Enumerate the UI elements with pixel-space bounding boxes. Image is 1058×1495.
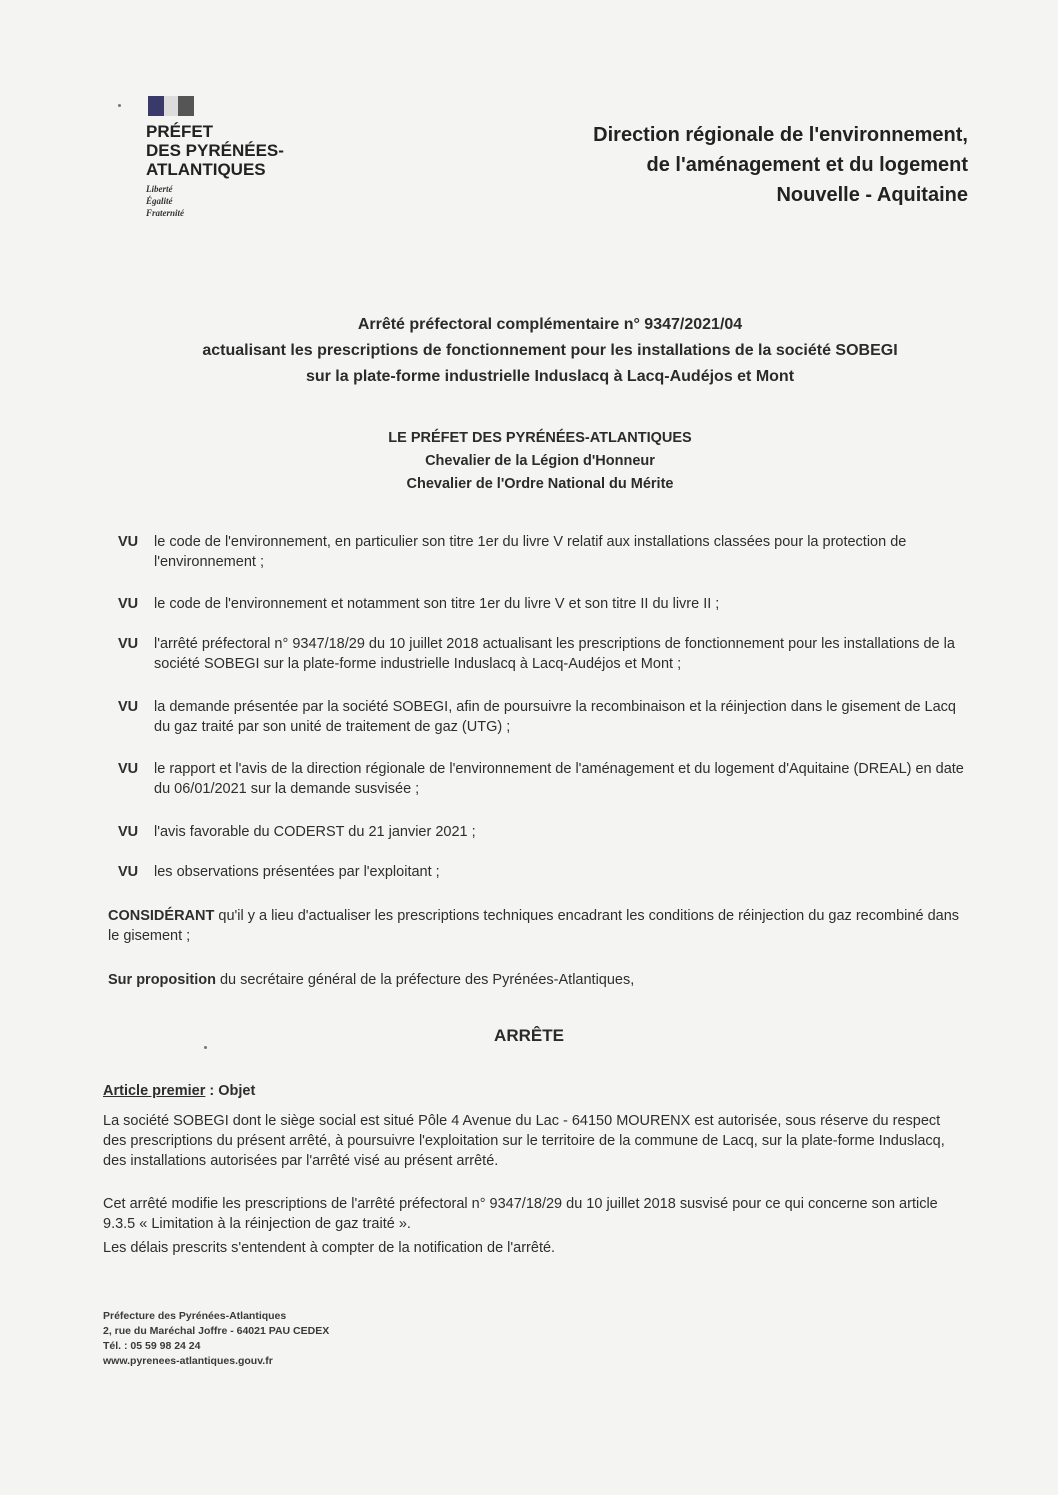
visa-label: VU	[118, 864, 139, 880]
visa-label: VU	[118, 699, 139, 715]
article-paragraph: Cet arrêté modifie les prescriptions de l'arrêté préfectoral n° 9347/18/29 du 10 juillet 2018 susvisé pour ce qui concerne son article 9.3.5 « Limitation à la réinjection de gaz traité ».	[103, 1196, 938, 1232]
logo-title-line: PRÉFET	[146, 122, 214, 141]
visa-text: la demande présentée par la société SOBEGI, afin de poursuivre la recombinaison et la réinjection dans le gisement de Lacq du gaz traité par son unité de traitement de gaz (UTG) ;	[154, 699, 956, 735]
visa-item	[118, 594, 968, 614]
article-heading	[103, 1083, 255, 1099]
article-suffix: : Objet	[205, 1083, 256, 1099]
prefet-line: Chevalier de l'Ordre National du Mérite	[406, 476, 674, 492]
logo-title-line: ATLANTIQUES	[146, 160, 266, 179]
visa-item	[118, 759, 968, 799]
motto-line: Liberté	[146, 184, 173, 194]
scan-speck	[118, 104, 121, 107]
title-line: actualisant les prescriptions de fonctionnement pour les installations de la société SOBEGI	[202, 342, 898, 359]
footer-line: www.pyrenees-atlantiques.gouv.fr	[103, 1355, 273, 1367]
visa-label: VU	[118, 534, 139, 550]
arrete-heading: ARRÊTE	[494, 1026, 564, 1045]
scan-speck	[204, 1046, 207, 1049]
prefet-line: Chevalier de la Légion d'Honneur	[425, 453, 655, 469]
article-paragraph: La société SOBEGI dont le siège social est situé Pôle 4 Avenue du Lac - 64150 MOURENX est autorisée, sous réserve du respect des prescriptions du présent arrêté, à poursuivre l'exploitation sur le territoire de la commune de Lacq, sur la plate-forme Induslacq, des installations autorisées par l'arrêté visé au présent arrêté.	[103, 1113, 945, 1169]
visa-label: VU	[118, 824, 139, 840]
visa-text: les observations présentées par l'exploitant ;	[154, 864, 440, 880]
prefet-logo	[140, 96, 320, 219]
visa-item	[118, 822, 968, 842]
visa-item	[118, 634, 968, 674]
proposition-line	[108, 970, 968, 990]
logo-motto	[146, 183, 320, 219]
visa-label: VU	[118, 761, 139, 777]
motto-line: Égalité	[146, 196, 173, 206]
footer-line: Préfecture des Pyrénées-Atlantiques	[103, 1310, 287, 1322]
prefet-heading	[260, 427, 820, 496]
proposition-label: Sur proposition	[108, 972, 216, 988]
visa-text: le code de l'environnement et notamment son titre 1er du livre V et son titre II du livre II ;	[154, 596, 720, 612]
considerant-label: CONSIDÉRANT	[108, 908, 215, 924]
proposition-text: du secrétaire général de la préfecture des Pyrénées-Atlantiques,	[219, 972, 635, 988]
visa-text: l'avis favorable du CODERST du 21 janvier 2021 ;	[154, 824, 476, 840]
marianne-flag-icon	[148, 96, 194, 116]
footer-line: Tél. : 05 59 98 24 24	[103, 1340, 201, 1352]
title-line: sur la plate-forme industrielle Induslacq à Lacq-Audéjos et Mont	[305, 368, 795, 385]
logo-title-line: DES PYRÉNÉES-	[146, 141, 284, 160]
logo-title	[146, 122, 320, 179]
considerant-item	[108, 906, 968, 946]
article-label: Article premier	[103, 1083, 206, 1099]
visa-text: le code de l'environnement, en particulier son titre 1er du livre V relatif aux installations classées pour la protection de l'environnement ;	[154, 534, 907, 570]
prefecture-footer	[103, 1309, 329, 1369]
prefet-line: LE PRÉFET DES PYRÉNÉES-ATLANTIQUES	[388, 430, 692, 446]
authority-line: Nouvelle - Aquitaine	[776, 184, 968, 206]
authority-line: de l'aménagement et du logement	[646, 154, 968, 176]
visa-item	[118, 697, 968, 737]
article-paragraph: Les délais prescrits s'entendent à compter de la notification de l'arrêté.	[103, 1240, 556, 1256]
visa-label: VU	[118, 596, 139, 612]
motto-line: Fraternité	[146, 208, 185, 218]
visa-text: le rapport et l'avis de la direction régionale de l'environnement de l'aménagement et du logement d'Aquitaine (DREAL) en date du 06/01/2021 sur la demande susvisée ;	[154, 761, 964, 797]
document-title	[100, 312, 1000, 390]
authority-line: Direction régionale de l'environnement,	[593, 124, 968, 146]
visa-item	[118, 862, 968, 882]
footer-line: 2, rue du Maréchal Joffre - 64021 PAU CEDEX	[103, 1325, 330, 1337]
title-line: Arrêté préfectoral complémentaire n° 9347/2021/04	[357, 316, 743, 333]
issuing-authority	[593, 120, 968, 210]
considerant-text: qu'il y a lieu d'actualiser les prescriptions techniques encadrant les conditions de réinjection du gaz recombiné dans le gisement ;	[108, 908, 960, 944]
visa-item	[118, 532, 968, 572]
visa-text: l'arrêté préfectoral n° 9347/18/29 du 10 juillet 2018 actualisant les prescriptions de fonctionnement pour les installations de la société SOBEGI sur la plate-forme industrielle Induslacq à Lacq-Audéjos et Mont ;	[154, 636, 955, 672]
visa-label: VU	[118, 636, 139, 652]
